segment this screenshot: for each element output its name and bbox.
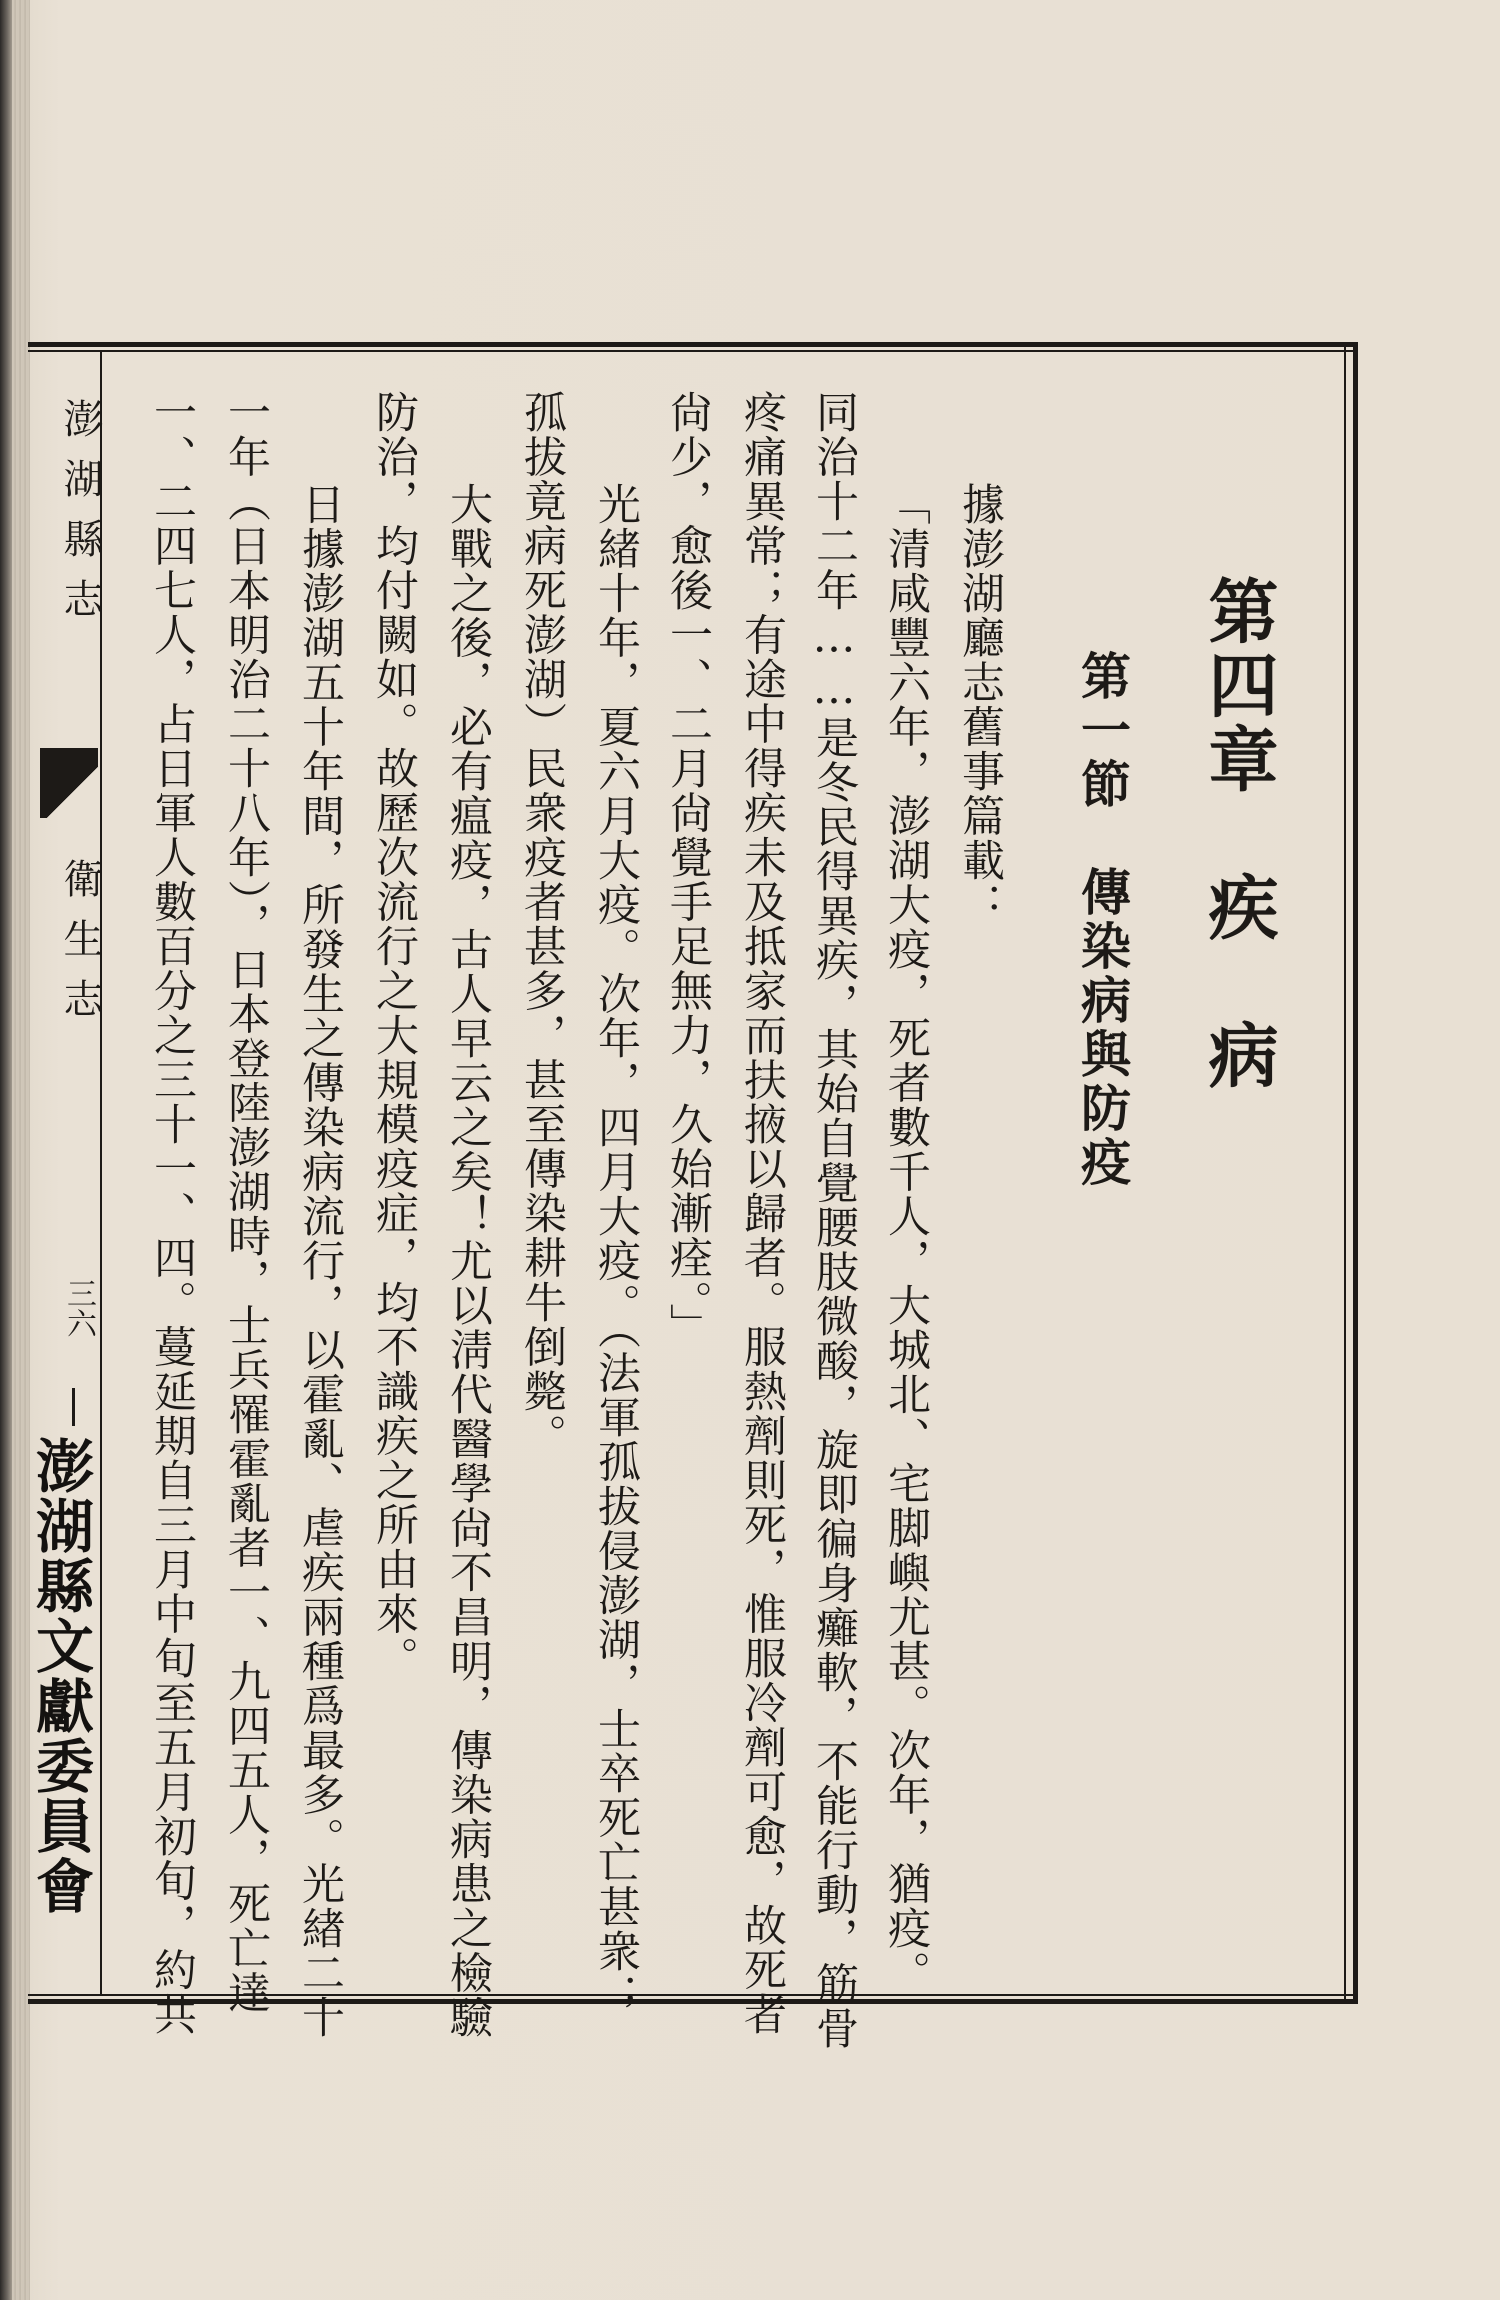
body-column: 據澎湖廳志舊事篇載： — [955, 482, 1005, 927]
chapter-title: 第四章 疾 病 — [1197, 575, 1279, 1093]
body-column: 「清咸豐六年，澎湖大疫，死者數千人，大城北、宅脚嶼尤甚。次年，猶疫。 — [881, 482, 931, 1995]
margin-fishtail-mark — [40, 748, 98, 818]
body-column: 日據澎湖五十年間，所發生之傳染病流行，以霍亂、虐疾兩種爲最多。光緖二十 — [295, 482, 345, 2040]
body-column: 一年（日本明治二十八年），日本登陸澎湖時，士兵罹霍亂者一、九四五人，死亡達 — [221, 390, 271, 2015]
margin-book-title: 澎湖縣志 — [57, 398, 103, 638]
margin-section-name: 衛生志 — [57, 858, 103, 1038]
section-title: 第一節 傳染病與防疫 — [1073, 650, 1131, 1190]
body-column: 大戰之後，必有瘟疫，古人早云之矣！尤以淸代醫學尙不昌明，傳染病患之檢驗 — [443, 482, 493, 2040]
publisher-name: 澎湖縣文獻委員會 — [26, 1436, 94, 1916]
body-column: 同治十二年……是冬民得異疾，其始自覺腰肢微酸，旋即徧身癱軟，不能行動，筋骨 — [809, 390, 859, 2051]
book-spine — [0, 0, 12, 2300]
frame-border-top — [28, 342, 1358, 352]
body-column: 疼痛異常；有途中得疾未及抵家而扶掖以歸者。服熱劑則死，惟服冷劑可愈，故死者 — [737, 390, 787, 2037]
frame-border-right — [1344, 342, 1358, 2004]
margin-rule-short — [72, 1388, 75, 1426]
body-column: 一、二四七人，占日軍人數百分之三十一、四。蔓延期自三月中旬至五月初旬，約共 — [147, 390, 197, 2037]
page-number: 三六 — [61, 1278, 96, 1338]
body-column: 孤拔竟病死澎湖）民衆疫者甚多，甚至傳染耕牛倒斃。 — [517, 390, 567, 1458]
body-column: 防治，均付闕如。故歷次流行之大規模疫症，均不識疾之所由來。 — [369, 390, 419, 1681]
body-column: 尙少，愈後一、二月尙覺手足無力，久始漸痊。」 — [663, 390, 713, 1348]
body-column: 光緒十年，夏六月大疫。次年，四月大疫。（法軍孤拔侵澎湖，士卒死亡甚衆； — [591, 482, 641, 2018]
